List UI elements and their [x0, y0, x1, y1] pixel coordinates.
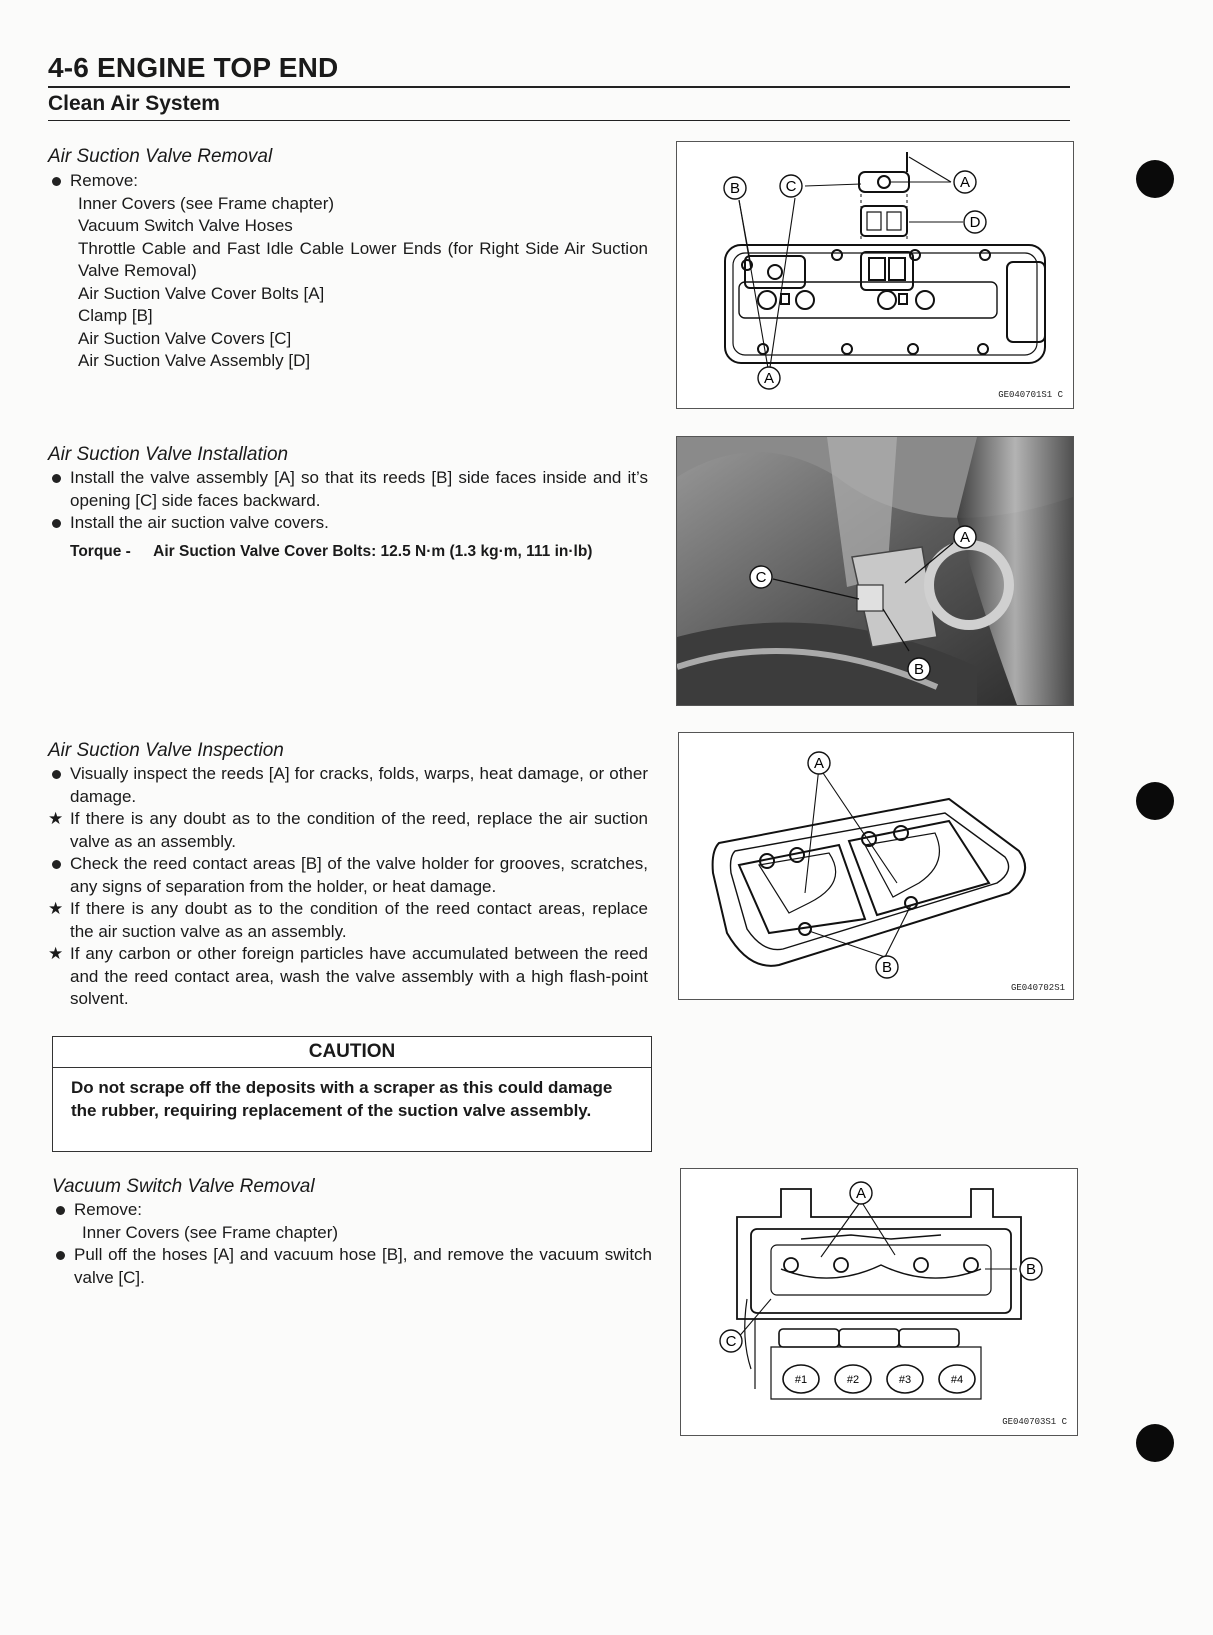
fig2-label: C: [755, 569, 767, 586]
fig2-label: A: [959, 529, 971, 546]
figure-code: GE040703S1 C: [1002, 1417, 1067, 1427]
caution-box: [52, 1036, 652, 1152]
removal-bullet: Remove:: [48, 170, 648, 193]
figure-code: GE040702S1: [1010, 983, 1065, 993]
fig4-label: C: [725, 1333, 737, 1350]
binder-hole: [1136, 1424, 1174, 1462]
title-rule: [48, 86, 1070, 88]
removal-item: Air Suction Valve Covers [C]: [78, 328, 292, 348]
cylinder-label: #2: [846, 1374, 860, 1386]
figure-code: GE040701S1 C: [998, 390, 1063, 400]
inspection-section: [48, 740, 648, 1011]
inspection-item: Visually inspect the reeds [A] for cracks, folds, warps, heat damage, or other damage.: [48, 763, 648, 808]
figure-engine-top: [680, 1168, 1078, 1436]
cylinder-label: #1: [794, 1374, 808, 1386]
cylinder-label: #4: [950, 1374, 964, 1386]
valve-photo: [677, 437, 1073, 705]
inspection-item: Check the reed contact areas [B] of the valve holder for grooves, scratches, any signs of separation from the holder, or heat damage.: [48, 853, 648, 898]
fig2-label: B: [913, 661, 925, 678]
vacuum-title: Vacuum Switch Valve Removal: [52, 1176, 315, 1197]
star-icon: ★: [48, 944, 64, 963]
inspection-title: Air Suction Valve Inspection: [48, 740, 284, 761]
fig1-label: C: [785, 178, 797, 195]
section-subtitle: Clean Air System: [48, 92, 220, 115]
engine-top-drawing: [681, 1169, 1077, 1435]
vacuum-section: [52, 1176, 652, 1289]
vacuum-bullet: Pull off the hoses [A] and vacuum hose [B], and remove the vacuum switch valve [C].: [52, 1244, 652, 1289]
fig4-label: B: [1025, 1261, 1037, 1278]
vacuum-bullet: Remove:: [52, 1199, 652, 1222]
figure-photo-valve: [676, 436, 1074, 706]
valve-cover-drawing: [677, 142, 1073, 408]
fig3-label: B: [881, 959, 893, 976]
inspection-item: ★ If there is any doubt as to the condition of the reed contact areas, replace the air suction valve as an assembly.: [48, 899, 648, 941]
fig4-label: A: [855, 1185, 867, 1202]
fig3-label: A: [813, 755, 825, 772]
fig1-label: B: [729, 180, 741, 197]
figure-valve-cover: [676, 141, 1074, 409]
removal-item: Throttle Cable and Fast Idle Cable Lower Ends (for Right Side Air Suction Valve Removal): [78, 238, 648, 280]
removal-section: [48, 146, 648, 373]
removal-title: Air Suction Valve Removal: [48, 146, 273, 167]
torque-spec: [48, 543, 648, 561]
installation-title: Air Suction Valve Installation: [48, 444, 289, 465]
removal-item: Air Suction Valve Assembly [D]: [78, 351, 311, 370]
installation-section: [48, 444, 648, 561]
star-icon: ★: [48, 899, 64, 918]
torque-label: Torque -: [70, 542, 131, 560]
page-title: 4-6 ENGINE TOP END: [48, 52, 339, 83]
figure-reed-valve: [678, 732, 1074, 1000]
removal-item: Air Suction Valve Cover Bolts [A]: [78, 283, 325, 303]
vacuum-sub-item: Inner Covers (see Frame chapter): [82, 1222, 339, 1242]
star-icon: ★: [48, 809, 64, 828]
fig1-label: D: [969, 214, 981, 231]
fig1-label: A: [763, 370, 775, 387]
inspection-item: ★ If there is any doubt as to the condition of the reed, replace the air suction valve as an assembly.: [48, 809, 648, 851]
binder-hole: [1136, 160, 1174, 198]
fig1-label: A: [959, 174, 971, 191]
caution-body: Do not scrape off the deposits with a scraper as this could damage the rubber, requiring replacement of the suction valve assembly.: [71, 1078, 613, 1120]
removal-item: Inner Covers (see Frame chapter): [78, 193, 335, 213]
cylinder-label: #3: [898, 1374, 912, 1386]
removal-item: Vacuum Switch Valve Hoses: [78, 216, 293, 235]
installation-bullet: Install the valve assembly [A] so that its reeds [B] side faces inside and it’s opening [C] side faces backward.: [48, 467, 648, 512]
subtitle-rule: [48, 120, 1070, 121]
torque-value: Air Suction Valve Cover Bolts: 12.5 N·m (1.3 kg·m, 111 in·lb): [153, 542, 593, 560]
binder-hole: [1136, 782, 1174, 820]
caution-heading: CAUTION: [53, 1037, 651, 1068]
reed-valve-drawing: [679, 733, 1073, 999]
installation-bullet: Install the air suction valve covers.: [48, 512, 648, 535]
removal-item: Clamp [B]: [78, 306, 153, 325]
inspection-item: ★ If any carbon or other foreign particles have accumulated between the reed and the reed contact area, wash the valve assembly with a high flash-point solvent.: [48, 944, 648, 1008]
